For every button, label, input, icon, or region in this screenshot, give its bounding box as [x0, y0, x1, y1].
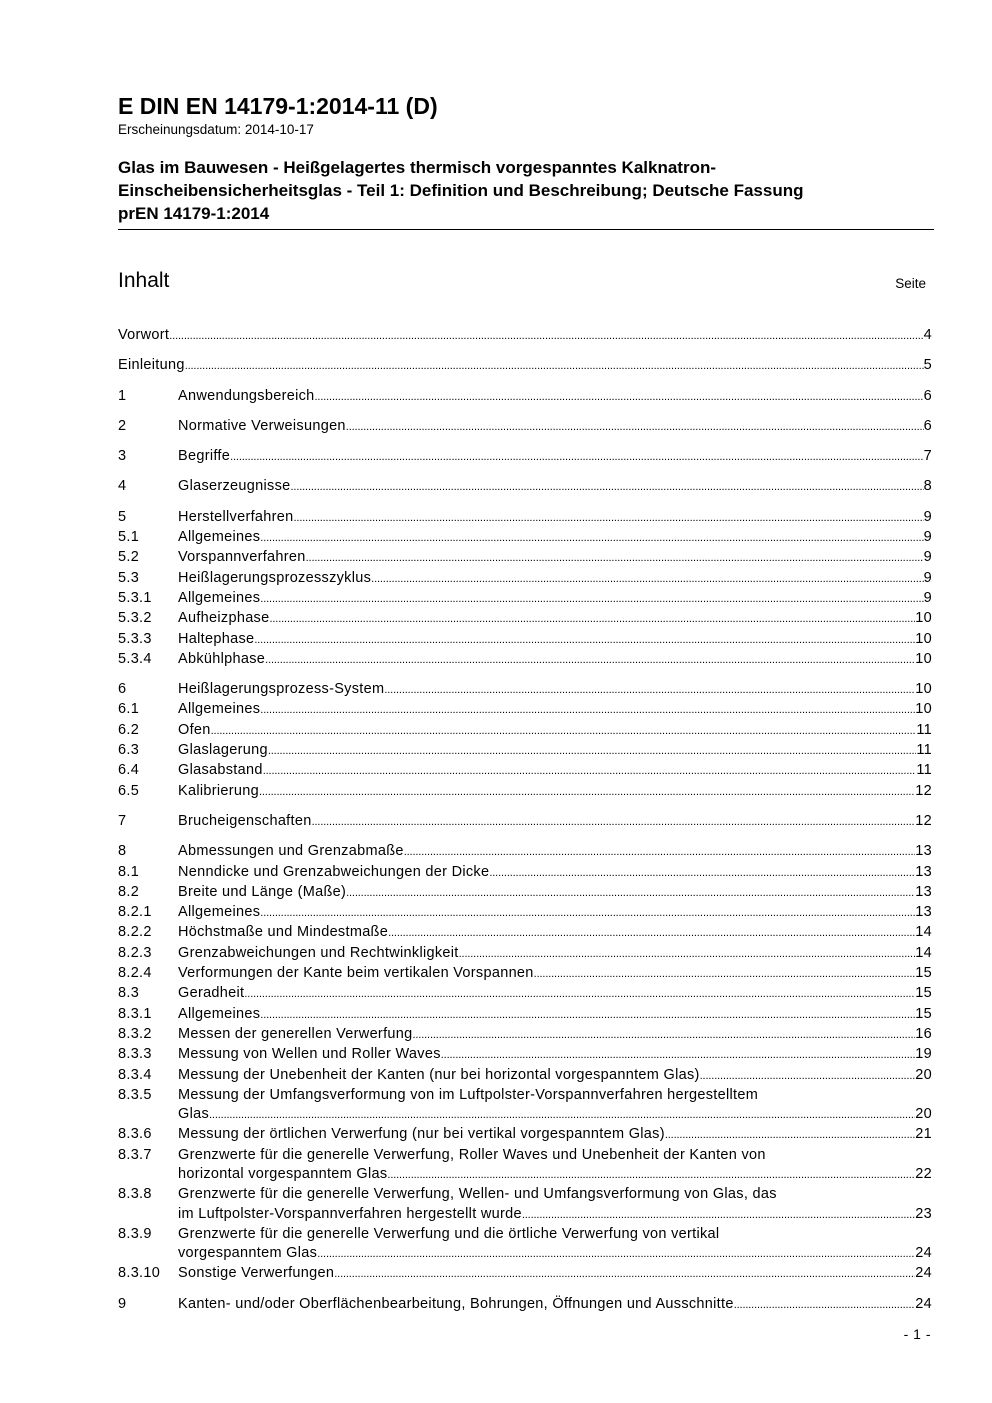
toc-entry-number: 8.1	[118, 863, 140, 880]
dot-leader	[209, 1105, 915, 1125]
toc-entry-number: 8.3.6	[118, 1126, 152, 1143]
dot-leader	[700, 1066, 916, 1086]
toc-entry-number: 5.3.3	[118, 630, 152, 647]
dot-leader	[312, 812, 916, 832]
document-title-line: Einscheibensicherheitsglas - Teil 1: Definition und Beschreibung; Deutsche Fassung	[118, 181, 804, 200]
dot-leader	[441, 1045, 916, 1065]
toc-entry[interactable]	[118, 903, 932, 923]
toc-entry[interactable]	[118, 1005, 932, 1025]
toc-entry-page: 11	[916, 762, 932, 779]
toc-entry-number: 3	[118, 448, 127, 465]
page-number: - 1 -	[903, 1326, 931, 1342]
toc-entry-number: 4	[118, 478, 127, 495]
toc-entry[interactable]	[118, 1025, 932, 1045]
toc-entry-number: 8.3.10	[118, 1265, 161, 1282]
dot-leader	[260, 903, 915, 923]
toc-entry-page: 13	[915, 883, 932, 900]
toc-entry-page: 8	[923, 478, 932, 495]
dot-leader	[230, 447, 924, 467]
dot-leader	[263, 761, 917, 781]
dot-leader	[260, 1005, 915, 1025]
dot-leader	[315, 387, 924, 407]
toc-entry-title: Messung der Umfangsverformung von im Luftpolster-Vorspannverfahren hergestelltem	[178, 1086, 759, 1103]
toc-entry[interactable]	[118, 944, 932, 964]
toc-entry-title: Allgemeines	[178, 701, 261, 718]
toc-entry-number: 8.2.3	[118, 944, 152, 961]
toc-entry-page: 16	[915, 1025, 932, 1042]
toc-entry[interactable]	[118, 842, 932, 862]
toc-entry[interactable]	[118, 1086, 932, 1126]
toc-entry-title: Normative Verweisungen	[178, 417, 346, 434]
toc-entry[interactable]	[118, 700, 932, 720]
toc-entry-title: Breite und Länge (Maße)	[178, 883, 347, 900]
toc-entry[interactable]	[118, 883, 932, 903]
toc-entry-title: Vorwort	[118, 327, 170, 343]
toc-entry-number: 8.3.8	[118, 1186, 152, 1203]
toc-entry-page: 10	[915, 630, 932, 647]
toc-entry-page: 20	[915, 1066, 932, 1083]
toc-entry-title: horizontal vorgespanntem Glas	[178, 1165, 388, 1182]
toc-entry-number: 8.2	[118, 883, 140, 900]
dot-leader	[185, 356, 924, 376]
toc-entry-page: 10	[915, 681, 932, 698]
toc-entry-number: 6	[118, 681, 127, 698]
dot-leader	[211, 721, 917, 741]
toc-entry-number: 6.2	[118, 721, 140, 738]
toc-entry-title: Grenzwerte für die generelle Verwerfung, Roller Waves und Unebenheit der Kanten von	[178, 1146, 766, 1163]
toc-entry-page: 13	[915, 863, 932, 880]
dot-leader	[371, 569, 923, 589]
toc-entry[interactable]	[118, 650, 932, 670]
toc-entry[interactable]	[118, 417, 932, 437]
toc-entry-number: 1	[118, 387, 127, 404]
toc-entry-title: im Luftpolster-Vorspannverfahren hergestellt wurde	[178, 1205, 522, 1222]
toc-entry-page: 10	[915, 701, 932, 718]
toc-entry-page: 13	[915, 904, 932, 921]
toc-entry-page: 21	[915, 1126, 932, 1143]
toc-entry-title: Höchstmaße und Mindestmaße	[178, 924, 389, 941]
toc-entry-number: 5	[118, 508, 127, 525]
toc-entry-page: 9	[923, 529, 932, 546]
title-divider	[118, 229, 934, 230]
dot-leader	[265, 650, 915, 670]
dot-leader	[294, 508, 924, 528]
toc-entry-title: Abmessungen und Grenzabmaße	[178, 843, 404, 860]
dot-leader	[291, 477, 924, 497]
toc-entry-page: 14	[915, 924, 932, 941]
toc-entry[interactable]	[118, 569, 932, 589]
toc-entry[interactable]	[118, 782, 932, 802]
toc-entry[interactable]	[118, 741, 932, 761]
toc-entry-number: 8.3.9	[118, 1225, 152, 1242]
toc-entry-title: Messung der örtlichen Verwerfung (nur bei vertikal vorgespanntem Glas)	[178, 1126, 665, 1143]
toc-entry-number: 5.3	[118, 569, 140, 586]
toc-entry[interactable]	[118, 447, 932, 467]
toc-entry-title: Begriffe	[178, 448, 231, 465]
toc-entry-number: 8.3.5	[118, 1086, 152, 1103]
toc-entry-page: 14	[915, 944, 932, 961]
toc-entry-title: Grenzwerte für die generelle Verwerfung, Wellen- und Umfangsverformung von Glas, das	[178, 1186, 777, 1203]
toc-entry-number: 8.2.4	[118, 965, 152, 982]
dot-leader	[404, 842, 916, 862]
toc-entry-title: Glaslagerung	[178, 742, 268, 759]
dot-leader	[388, 923, 915, 943]
dot-leader	[459, 944, 916, 964]
publication-date: Erscheinungsdatum: 2014-10-17	[118, 122, 314, 137]
toc-entry-page: 5	[923, 357, 932, 374]
toc-entry-page: 15	[915, 985, 932, 1002]
toc-entry-title: Glaserzeugnisse	[178, 478, 291, 495]
dot-leader	[387, 1165, 915, 1185]
toc-entry[interactable]	[118, 630, 932, 650]
toc-entry-number: 6.4	[118, 762, 140, 779]
toc-entry[interactable]	[118, 609, 932, 629]
toc-entry-number: 8.3.3	[118, 1046, 152, 1063]
dot-leader	[269, 609, 915, 629]
dot-leader	[317, 1244, 915, 1264]
toc-entry-page: 15	[915, 1005, 932, 1022]
dot-leader	[244, 984, 915, 1004]
toc-entry-page: 13	[915, 843, 932, 860]
toc-entry-title: Haltephase	[178, 630, 255, 647]
toc-entry[interactable]	[118, 477, 932, 497]
toc-entry-number: 6.1	[118, 701, 140, 718]
toc-entry[interactable]	[118, 984, 932, 1004]
toc-entry-number: 8.3	[118, 985, 140, 1002]
dot-leader	[534, 964, 916, 984]
toc-entry-number: 7	[118, 812, 127, 829]
toc-entry-title: vorgespanntem Glas	[178, 1245, 318, 1262]
toc-entry-page: 9	[923, 589, 932, 606]
toc-entry[interactable]	[118, 326, 932, 346]
toc-entry-title: Allgemeines	[178, 589, 261, 606]
toc-entry-title: Verformungen der Kante beim vertikalen Vorspannen	[178, 965, 534, 982]
toc-page-column-label: Seite	[895, 276, 926, 291]
document-title	[118, 156, 938, 225]
dot-leader	[259, 782, 915, 802]
toc-entry-number: 8	[118, 843, 127, 860]
dot-leader	[665, 1125, 915, 1145]
toc-entry-title: Sonstige Verwerfungen	[178, 1265, 335, 1282]
toc-entry-title: Vorspannverfahren	[178, 549, 306, 566]
toc-entry[interactable]	[118, 356, 932, 376]
toc-entry[interactable]	[118, 721, 932, 741]
toc-entry[interactable]	[118, 680, 932, 700]
toc-entry-number: 5.3.1	[118, 589, 152, 606]
toc-entry-title: Kalibrierung	[178, 782, 259, 799]
toc-entry-title: Kanten- und/oder Oberflächenbearbeitung, Bohrungen, Öffnungen und Ausschnitte	[178, 1295, 734, 1312]
toc-entry-number: 5.1	[118, 529, 140, 546]
dot-leader	[260, 528, 923, 548]
dot-leader	[169, 326, 923, 346]
toc-entry-number: 9	[118, 1295, 127, 1312]
toc-entry-title: Ofen	[178, 721, 211, 738]
toc-entry[interactable]	[118, 812, 932, 832]
toc-entry-page: 22	[915, 1165, 932, 1182]
toc-entry-page: 11	[916, 721, 932, 738]
document-title-line: prEN 14179-1:2014	[118, 204, 270, 223]
dot-leader	[346, 417, 924, 437]
toc-entry-title: Anwendungsbereich	[178, 387, 315, 404]
toc-heading: Inhalt	[118, 269, 170, 292]
toc-entry-page: 23	[915, 1205, 932, 1222]
dot-leader	[260, 589, 923, 609]
toc-entry-page: 6	[923, 387, 932, 404]
toc-entry-page: 12	[915, 812, 932, 829]
toc-entry-page: 11	[916, 742, 932, 759]
toc-entry-page: 4	[923, 327, 932, 343]
toc-entry[interactable]	[118, 1066, 932, 1086]
document-title-line: Glas im Bauwesen - Heißgelagertes thermisch vorgespanntes Kalknatron-	[118, 158, 717, 177]
dot-leader	[384, 680, 915, 700]
dot-leader	[489, 863, 915, 883]
toc-entry-page: 24	[915, 1245, 932, 1262]
toc-entry-number: 5.3.4	[118, 650, 152, 667]
toc-entry-title: Aufheizphase	[178, 610, 270, 627]
toc-entry-title: Geradheit	[178, 985, 245, 1002]
toc-entry-title: Glas	[178, 1106, 210, 1123]
toc-entry-title: Grenzwerte für die generelle Verwerfung und die örtliche Verwerfung von vertikal	[178, 1225, 720, 1242]
toc-entry-number: 6.5	[118, 782, 140, 799]
dot-leader	[268, 741, 916, 761]
toc-entry[interactable]	[118, 1185, 932, 1225]
toc-entry[interactable]	[118, 923, 932, 943]
dot-leader	[346, 883, 915, 903]
toc-entry-title: Messung der Unebenheit der Kanten (nur bei horizontal vorgespanntem Glas)	[178, 1066, 700, 1083]
toc-entry[interactable]	[118, 528, 932, 548]
toc-entry[interactable]	[118, 1125, 932, 1145]
toc-entry[interactable]	[118, 1225, 932, 1265]
toc-entry-number: 8.3.2	[118, 1025, 152, 1042]
toc-entry-number: 8.2.1	[118, 904, 152, 921]
toc-entry[interactable]	[118, 1045, 932, 1065]
toc-entry-page: 7	[923, 448, 932, 465]
toc-entry-page: 19	[915, 1046, 932, 1063]
toc-entry-page: 10	[915, 610, 932, 627]
toc-entry-page: 24	[915, 1265, 932, 1282]
toc-entry[interactable]	[118, 964, 932, 984]
toc-entry-title: Herstellverfahren	[178, 508, 294, 525]
toc-entry-page: 15	[915, 965, 932, 982]
toc-entry[interactable]	[118, 1264, 932, 1284]
dot-leader	[260, 700, 915, 720]
toc-entry-page: 12	[915, 782, 932, 799]
dot-leader	[306, 548, 924, 568]
toc-entry[interactable]	[118, 863, 932, 883]
dot-leader	[734, 1295, 916, 1315]
toc-entry-number: 6.3	[118, 742, 140, 759]
dot-leader	[334, 1264, 915, 1284]
toc-entry-page: 9	[923, 569, 932, 586]
toc-entry-title: Messung von Wellen und Roller Waves	[178, 1046, 441, 1063]
toc-entry-title: Abkühlphase	[178, 650, 266, 667]
toc-entry-number: 8.3.7	[118, 1146, 152, 1163]
toc-entry[interactable]	[118, 589, 932, 609]
toc-entry-page: 24	[915, 1295, 932, 1312]
toc-entry-title: Grenzabweichungen und Rechtwinkligkeit	[178, 944, 459, 961]
toc-entry-title: Allgemeines	[178, 1005, 261, 1022]
document-id: E DIN EN 14179-1:2014-11 (D)	[118, 93, 438, 119]
toc-entry-number: 8.3.1	[118, 1005, 152, 1022]
toc-entry-title: Allgemeines	[178, 904, 261, 921]
toc-entry-title: Brucheigenschaften	[178, 812, 312, 829]
toc-entry[interactable]	[118, 548, 932, 568]
toc-entry[interactable]	[118, 387, 932, 407]
table-of-contents	[118, 326, 932, 1315]
toc-entry-page: 9	[923, 549, 932, 566]
toc-entry-number: 2	[118, 417, 127, 434]
dot-leader	[254, 630, 915, 650]
toc-entry-page: 10	[915, 650, 932, 667]
toc-entry-page: 6	[923, 417, 932, 434]
dot-leader	[522, 1205, 915, 1225]
toc-entry-page: 9	[923, 508, 932, 525]
toc-entry-title: Glasabstand	[178, 762, 263, 779]
toc-entry-number: 5.2	[118, 549, 140, 566]
toc-entry[interactable]	[118, 1146, 932, 1186]
toc-entry-title: Heißlagerungsprozess-System	[178, 681, 385, 698]
toc-entry-title: Allgemeines	[178, 529, 261, 546]
toc-entry-title: Heißlagerungsprozesszyklus	[178, 569, 372, 586]
dot-leader	[412, 1025, 915, 1045]
toc-entry-title: Einleitung	[118, 357, 185, 374]
toc-entry-number: 8.3.4	[118, 1066, 152, 1083]
toc-entry-number: 5.3.2	[118, 610, 152, 627]
toc-entry[interactable]	[118, 508, 932, 528]
toc-entry[interactable]	[118, 1295, 932, 1315]
toc-entry-number: 8.2.2	[118, 924, 152, 941]
toc-entry-page: 20	[915, 1106, 932, 1123]
toc-entry[interactable]	[118, 761, 932, 781]
toc-entry-title: Nenndicke und Grenzabweichungen der Dicke	[178, 863, 490, 880]
toc-entry-title: Messen der generellen Verwerfung	[178, 1025, 413, 1042]
